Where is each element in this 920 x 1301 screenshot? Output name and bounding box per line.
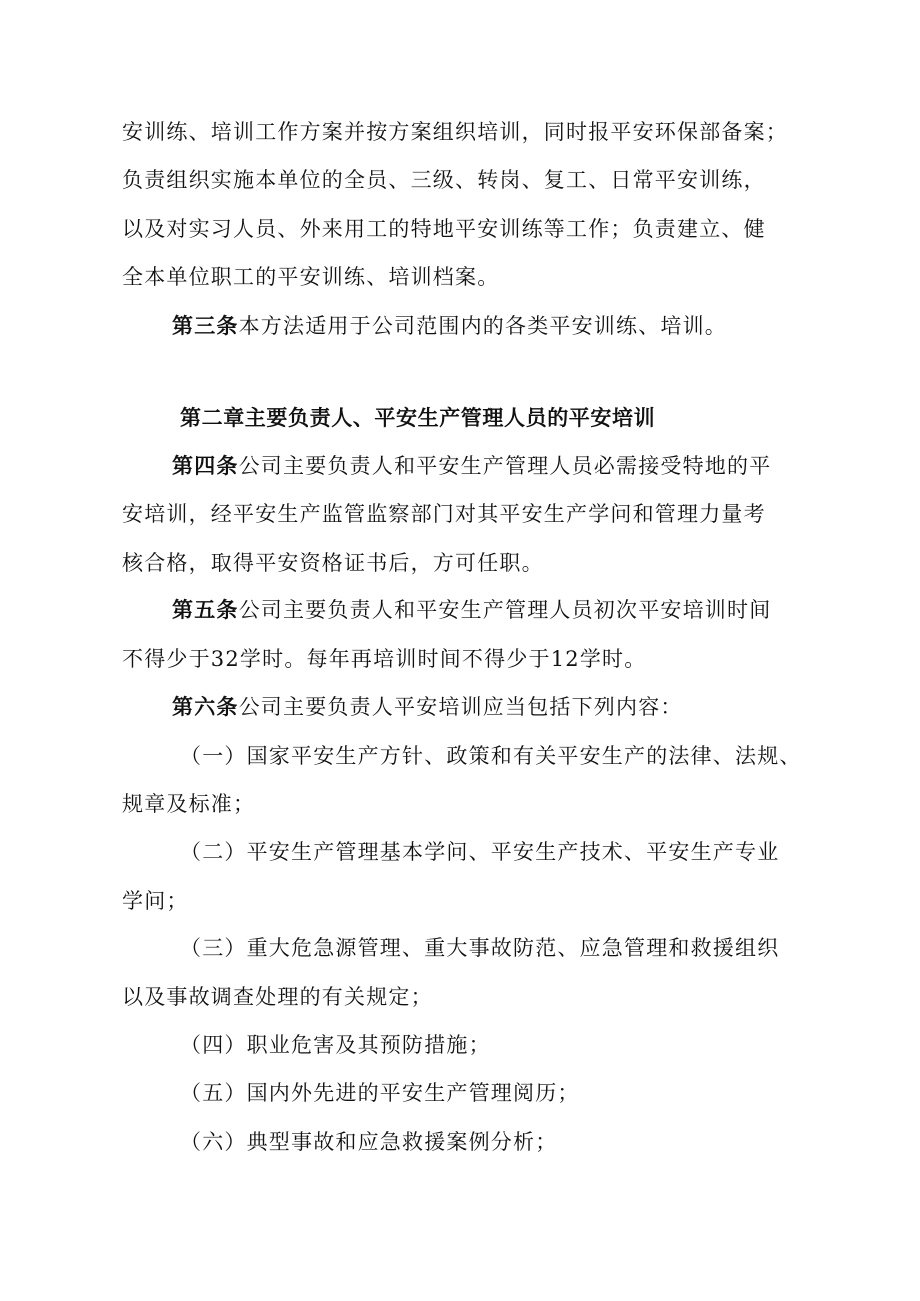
article-4-text-1: 公司主要负责人和平安生产管理人员必需接受特地的平 [238,454,772,478]
item-3-line-2: 以及事故调查处理的有关规定； [122,985,433,1009]
article-6-label: 第六条 [172,694,239,719]
item-1-line-1: （一）国家平安生产方针、政策和有关平安生产的法律、法规、 [180,744,802,768]
item-4: （四）职业危害及其预防措施； [180,1033,491,1057]
item-2-line-2: 学问； [122,889,189,913]
intro-line-2: 负责组织实施本单位的全员、三级、转岗、复工、日常平安训练， [122,168,766,192]
item-6: （六）典型事故和应急救援案例分析； [180,1130,558,1154]
item-2-line-1: （二）平安生产管理基本学问、平安生产技术、平安生产专业 [180,840,780,864]
item-3-line-1: （三）重大危急源管理、重大事故防范、应急管理和救援组织 [180,936,780,960]
intro-line-3: 以及对实习人员、外来用工的特地平安训练等工作；负责建立、健 [122,217,766,241]
article-4-line-1 [172,451,771,481]
item-1-line-2: 规章及标准； [122,792,256,816]
article-5-line-1 [172,595,771,625]
article-4-line-3: 核合格，取得平安资格证书后，方可任职。 [122,551,544,575]
article-5-text-1: 公司主要负责人和平安生产管理人员初次平安培训时间 [238,598,772,622]
article-4-label: 第四条 [172,453,239,478]
chapter-2-title: 第二章主要负责人、平安生产管理人员的平安培训 [180,405,656,430]
article-4-line-2: 安培训，经平安生产监管监察部门对其平安生产学问和管理力量考 [122,502,766,526]
intro-line-4: 全本单位职工的平安训练、培训档案。 [122,265,500,289]
article-3-label: 第三条 [172,313,239,338]
article-6 [172,692,683,722]
intro-line-1: 安训练、培训工作方案并按方案组织培训，同时报平安环保部备案； [122,120,788,144]
article-3-text: 本方法适用于公司范围内的各类平安训练、培训。 [238,314,728,338]
article-5-line-2: 不得少于32学时。每年再培训时间不得少于12学时。 [122,647,647,671]
item-5: （五）国内外先进的平安生产管理阅历； [180,1081,580,1105]
article-6-text: 公司主要负责人平安培训应当包括下列内容： [238,695,683,719]
article-3 [172,311,727,341]
article-5-label: 第五条 [172,597,239,622]
